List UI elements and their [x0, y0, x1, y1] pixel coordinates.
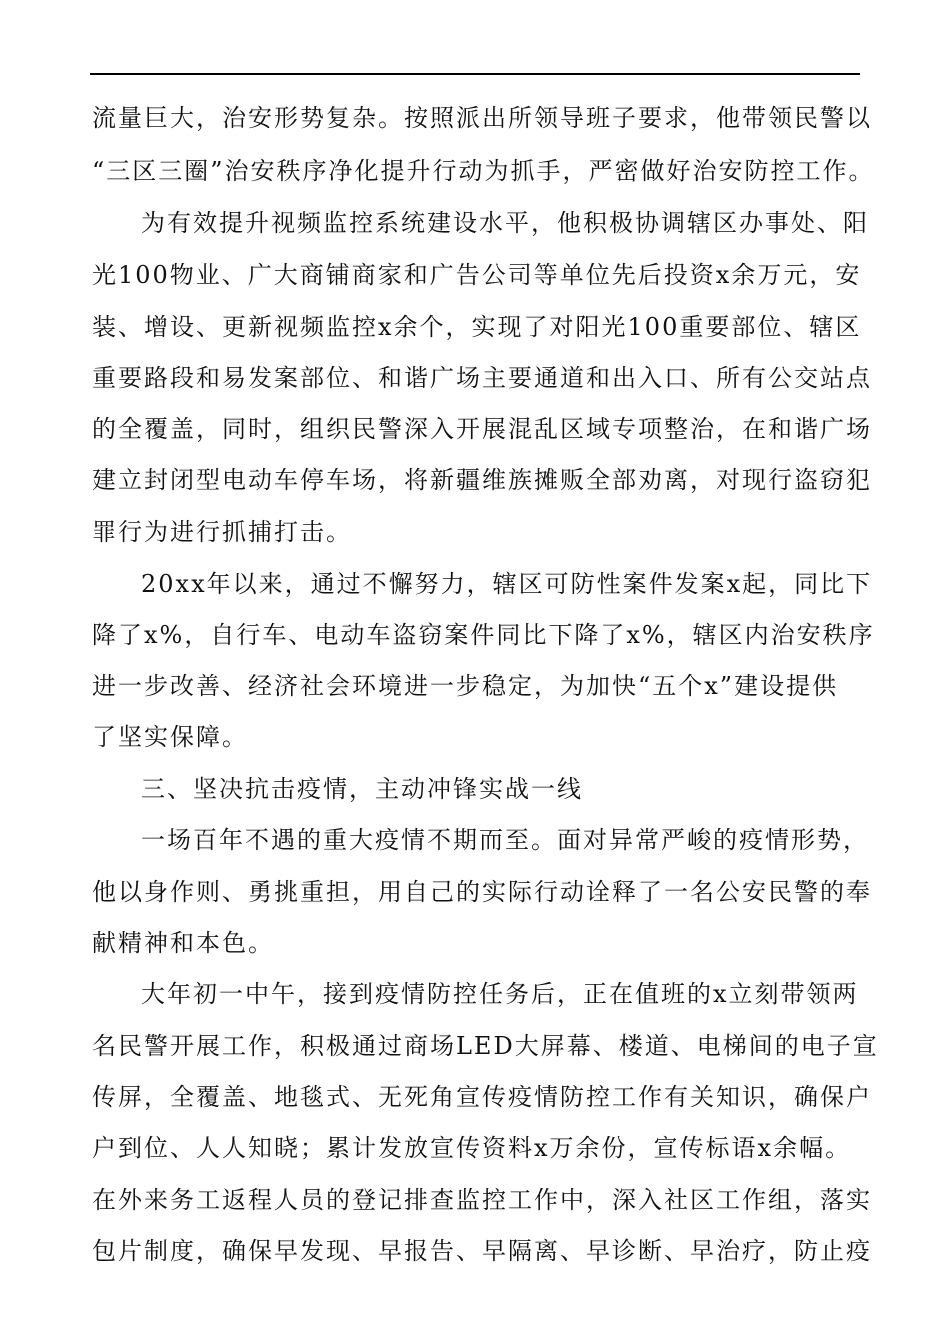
text-line: 包片制度，确保早发现、早报告、早隔离、早诊断、早治疗，防止疫: [92, 1237, 872, 1265]
header-rule: [90, 73, 860, 75]
text-line: 大年初一中午，接到疫情防控任务后，正在值班的x立刻带领两: [141, 980, 859, 1008]
text-line: 装、增设、更新视频监控x余个，实现了对阳光100重要部位、辖区: [92, 313, 862, 341]
text-line: 进一步改善、经济社会环境进一步稳定，为加快“五个x”建设提供: [92, 672, 839, 700]
text-line: 传屏，全覆盖、地毯式、无死角宣传疫情防控工作有关知识，确保户: [92, 1083, 872, 1111]
text-line: 在外来务工返程人员的登记排查监控工作中，深入社区工作组，落实: [92, 1186, 872, 1214]
text-line: 流量巨大，治安形势复杂。按照派出所领导班子要求，他带领民警以: [92, 104, 872, 132]
text-line: 了坚实保障。: [92, 723, 248, 751]
text-line: 罪行为进行抓捕打击。: [92, 518, 352, 546]
text-line: “三区三圈”治安秩序净化提升行动为抓手，严密做好治安防控工作。: [92, 157, 875, 185]
text-line: 降了x%，自行车、电动车盗窃案件同比下降了x%，辖区内治安秩序: [92, 621, 875, 649]
text-line: 献精神和本色。: [92, 929, 274, 957]
text-line: 为有效提升视频监控系统建设水平，他积极协调辖区办事处、阳: [141, 209, 869, 237]
text-line: 20xx年以来，通过不懈努力，辖区可防性案件发案x起，同比下: [141, 570, 873, 598]
text-line: 一场百年不遇的重大疫情不期而至。面对异常严峻的疫情形势，: [141, 826, 869, 854]
section-heading: 三、坚决抗击疫情，主动冲锋实战一线: [141, 775, 583, 803]
text-line: 名民警开展工作，积极通过商场LED大屏幕、楼道、电梯间的电子宣: [92, 1032, 879, 1060]
text-line: 的全覆盖，同时，组织民警深入开展混乱区域专项整治，在和谐广场: [92, 415, 872, 443]
text-line: 建立封闭型电动车停车场，将新疆维族摊贩全部劝离，对现行盗窃犯: [92, 466, 872, 494]
text-line: 光100物业、广大商铺商家和广告公司等单位先后投资x余万元，安: [92, 261, 862, 289]
text-line: 他以身作则、勇挑重担，用自己的实际行动诠释了一名公安民警的奉: [92, 878, 872, 906]
text-line: 户到位、人人知晓；累计发放宣传资料x万余份，宣传标语x余幅。: [92, 1134, 852, 1162]
text-line: 重要路段和易发案部位、和谐广场主要通道和出入口、所有公交站点: [92, 364, 872, 392]
